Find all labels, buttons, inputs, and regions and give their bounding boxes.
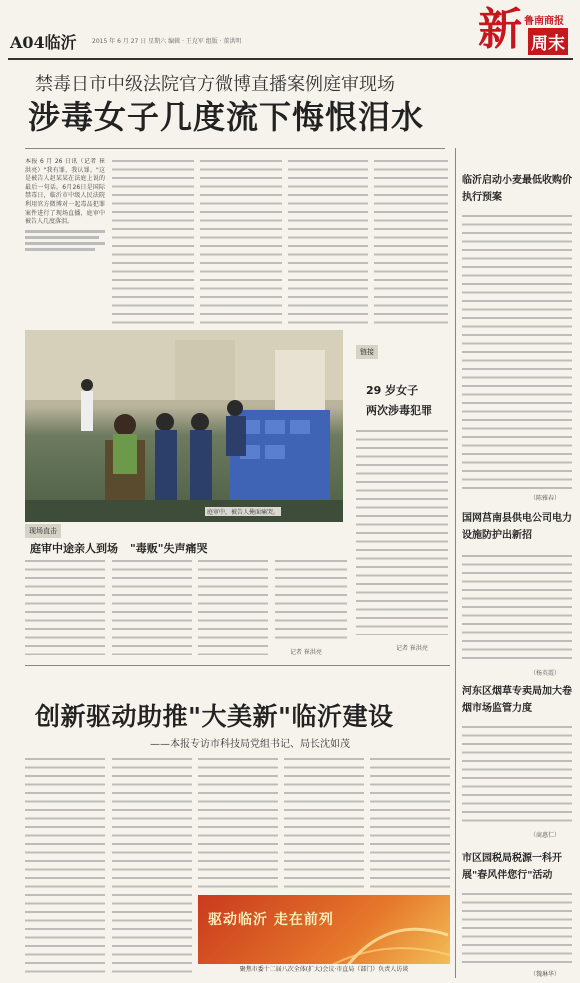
right-story2-title: 国网莒南县供电公司电力设施防护出新招 [462, 513, 572, 541]
main-col-4 [288, 160, 368, 330]
link-title-2: 两次涉毒犯罪 [366, 404, 432, 417]
feature-col-4 [284, 758, 364, 888]
page-label: A04临沂 [10, 33, 77, 52]
date-line: 2015 年 6 月 27 日 星期六 编辑 · 王克军 组版 · 董洪明 [92, 38, 242, 45]
scene-byline: 记者 崔洪亮 [290, 649, 322, 656]
main-lead-text: 本报 6 月 26 日讯（记者 崔洪亮）"我有罪，我认罪。"这是被告人赵某某在法庭上说的最后一句话。6月26日是国际禁毒日，临沂市中级人民法院利用官方微博对一起毒品犯罪案件进行了现场直播，庭审中被告人几度落泪。 [25, 158, 105, 226]
brand-calligraphy-icon: 新 [478, 4, 522, 55]
feature-col-2 [112, 758, 192, 973]
banner-caption: 聚焦市委十二届八次全体(扩大)会议·市直局（部门）负责人访谈 [198, 964, 450, 975]
feature-col-5 [370, 758, 450, 888]
brand-top: 鲁南商报 [524, 16, 564, 27]
scene-subhead-right: "毒贩"失声痛哭 [130, 542, 208, 555]
feature-col-3 [198, 758, 278, 888]
right-story1-title: 临沂启动小麦最低收购价执行预案 [462, 175, 572, 203]
scene-col-1 [25, 560, 105, 655]
feature-subline: ——本报专访市科技局党组书记、局长沈如茂 [150, 739, 350, 750]
scene-subhead-left: 庭审中途亲人到场 [30, 542, 118, 555]
brand-logo [478, 4, 576, 60]
right-story4-body [462, 893, 572, 968]
main-col-2 [112, 160, 194, 330]
right-story3-byline: （商惠仁） [530, 832, 561, 839]
main-headline: 涉毒女子几度流下悔恨泪水 [28, 98, 425, 136]
photo-caption: 庭审中，被告人掩面痛哭。 [207, 509, 280, 516]
feature-headline: 创新驱动助推"大美新"临沂建设 [35, 702, 394, 731]
right-story1-byline: （陈雅春） [530, 495, 561, 502]
scene-col-4 [275, 560, 347, 645]
brand-main: 周末 [528, 28, 568, 55]
page-header [0, 0, 580, 62]
main-col-5 [374, 160, 448, 330]
feature-banner [198, 895, 450, 975]
right-story3-body [462, 726, 572, 826]
right-story1-body [462, 215, 572, 490]
right-story2-body [462, 555, 572, 665]
right-story4-title: 市区园税局税源一科开展"春风伴您行"活动 [462, 853, 562, 881]
link-title-1: 29 岁女子 [366, 384, 419, 397]
courtroom-photo [25, 330, 343, 522]
scene-col-2 [112, 560, 192, 655]
main-kicker: 禁毒日市中级法院官方微博直播案例庭审现场 [35, 74, 395, 95]
right-story3-title: 河东区烟草专卖局加大卷烟市场监管力度 [462, 686, 572, 714]
link-byline: 记者 崔洪亮 [396, 645, 428, 652]
scene-col-3 [198, 560, 268, 655]
right-story2-byline: （杨英霞） [530, 670, 561, 677]
feature-col-1 [25, 758, 105, 973]
banner-swirl-icon [198, 895, 450, 975]
scene-label: 现场直击 [25, 524, 61, 538]
main-lead [25, 158, 105, 330]
link-label: 链接 [356, 345, 378, 359]
link-body [356, 430, 448, 635]
banner-art: 驱动临沂 走在前列 [208, 912, 334, 928]
courtroom-scene-icon [25, 330, 343, 522]
main-col-3 [200, 160, 282, 330]
right-story4-byline: （魏琳华） [530, 971, 561, 978]
